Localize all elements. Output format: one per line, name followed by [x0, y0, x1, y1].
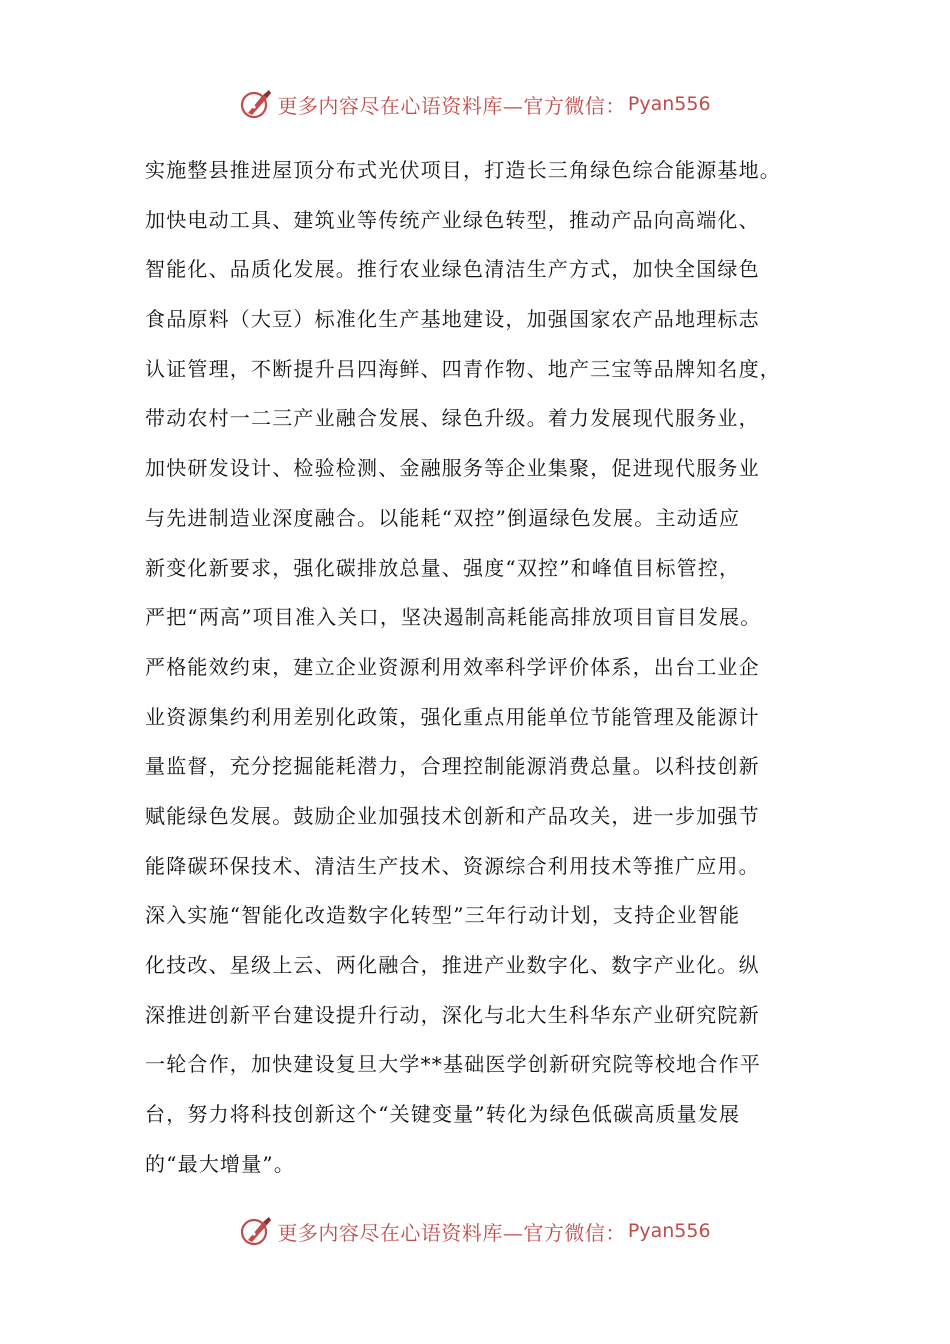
- text-line: 赋能绿色发展。鼓励企业加强技术创新和产品攻关，进一步加强节: [145, 803, 760, 828]
- text-line: 能降碳环保技术、清洁生产技术、资源综合利用技术等推广应用。: [145, 853, 760, 878]
- text-line: 实施整县推进屋顶分布式光伏项目，打造长三角绿色综合能源基地。: [145, 158, 781, 182]
- text-line: 业资源集约利用差别化政策，强化重点用能单位节能管理及能源计: [145, 704, 760, 729]
- text-line: 与先进制造业深度融合。以能耗“双控”倒逼绿色发展。主动适应: [145, 505, 741, 530]
- text-line: 加快研发设计、检验检测、金融服务等企业集聚，促进现代服务业: [145, 456, 760, 481]
- footer-banner: [0, 1211, 950, 1251]
- text-line: 台，努力将科技创新这个“关键变量”转化为绿色低碳高质量发展: [145, 1102, 741, 1127]
- text-line: 加快电动工具、建筑业等传统产业绿色转型，推动产品向高端化、: [145, 207, 760, 232]
- text-line: 严格能效约束，建立企业资源利用效率科学评价体系，出台工业企: [145, 654, 760, 679]
- text-line: 的“最大增量”。: [145, 1151, 296, 1176]
- text-line: 新变化新要求，强化碳排放总量、强度“双控”和峰值目标管控，: [145, 555, 741, 580]
- wechat-id: Pyan556: [627, 1220, 711, 1242]
- text-line: 量监督，充分挖掘能耗潜力，合理控制能源消费总量。以科技创新: [145, 754, 760, 779]
- header-banner: [0, 84, 950, 124]
- wechat-id: Pyan556: [627, 93, 711, 115]
- text-line: 化技改、星级上云、两化融合，推进产业数字化、数字产业化。纵: [145, 953, 760, 977]
- banner-text: 更多内容尽在心语资料库—官方微信：: [277, 1220, 626, 1245]
- text-line: 深推进创新平台建设提升行动，深化与北大生科华东产业研究院新: [145, 1002, 760, 1027]
- text-line: 认证管理，不断提升吕四海鲜、四青作物、地产三宝等品牌知名度，: [145, 356, 781, 381]
- pen-nib-circle-icon: [239, 87, 273, 121]
- text-line: 带动农村一二三产业融合发展、绿色升级。着力发展现代服务业，: [145, 406, 760, 431]
- text-line: 深入实施“智能化改造数字化转型”三年行动计划，支持企业智能: [145, 903, 741, 928]
- text-line: 严把“两高”项目准入关口，坚决遏制高耗能高排放项目盲目发展。: [145, 605, 762, 630]
- text-line: 食品原料（大豆）标准化生产基地建设，加强国家农产品地理标志: [145, 307, 760, 332]
- body-paragraph: [145, 146, 825, 1189]
- text-line: 一轮合作，加快建设复旦大学**基础医学创新研究院等校地合作平: [145, 1052, 761, 1077]
- banner-text: 更多内容尽在心语资料库—官方微信：: [277, 93, 626, 118]
- text-line: 智能化、品质化发展。推行农业绿色清洁生产方式，加快全国绿色: [145, 257, 760, 282]
- pen-nib-circle-icon: [239, 1214, 273, 1248]
